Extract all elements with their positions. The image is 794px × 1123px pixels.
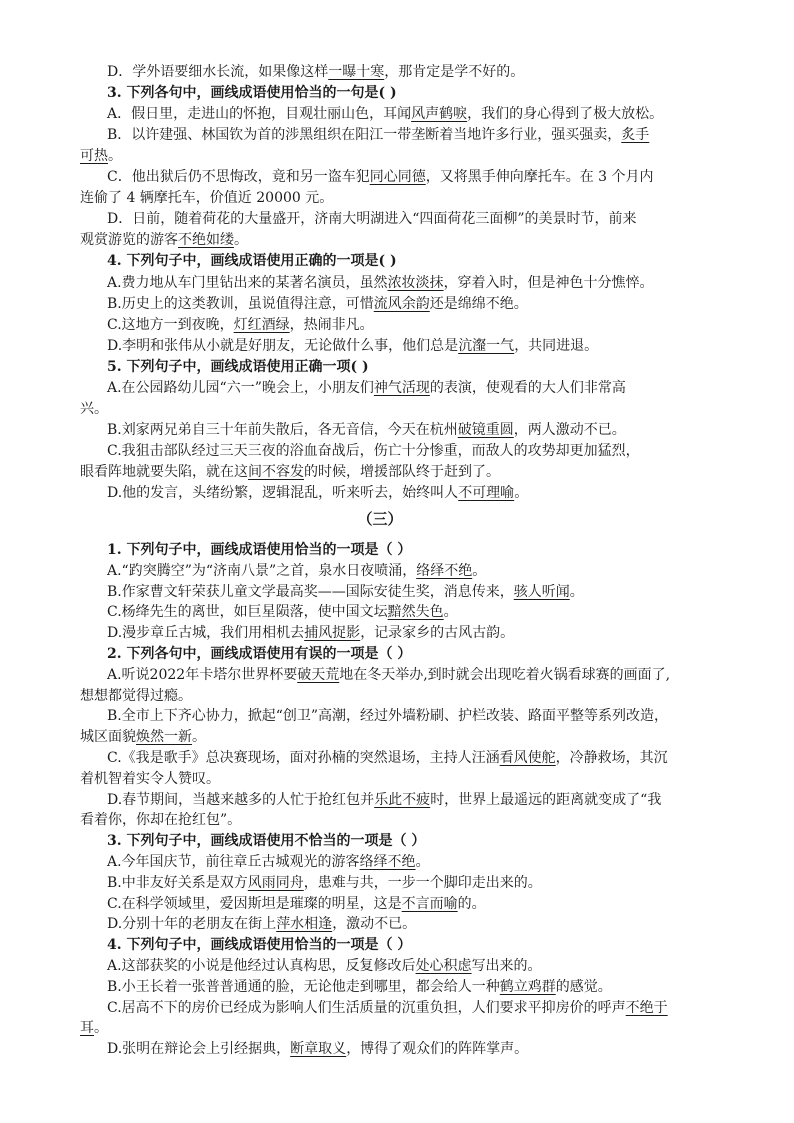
underlined-idiom: 风声鹤唳: [411, 106, 468, 123]
line-text: 5. 下列句子中，画线成语使用正确一项( ): [107, 358, 369, 375]
line-text: 。: [415, 854, 430, 870]
line-text: 4. 下列句子中，画线成语使用正确的一项是( ): [107, 253, 397, 270]
line-text: ，那肯定是学不好的。: [384, 64, 525, 80]
underlined-idiom: 络绎不绝: [359, 854, 416, 870]
underlined-idiom: 神气活现: [373, 379, 430, 396]
option-line: [107, 623, 514, 643]
question-stem: [107, 251, 397, 271]
underlined-idiom: 可热: [80, 148, 108, 165]
line-text: 连偷了 4 辆摩托车，价值近 20000 元。: [80, 190, 334, 207]
line-text: B.刘家两兄弟自三十年前失散后，各无音信，今天在杭州: [107, 421, 458, 438]
line-text: D.分别十年的老朋友在街上: [107, 916, 277, 933]
line-text: 着机智着实令人赞叹。: [80, 770, 220, 787]
option-line: [107, 956, 542, 976]
option-continuation: [80, 769, 220, 789]
underlined-idiom: 处心积虑: [415, 958, 472, 974]
line-text: C.在科学领域里，爱因斯坦是璀璨的明星，这是: [107, 895, 402, 912]
option-line: [107, 706, 668, 726]
line-text: D.李明和张伟从小就是好朋友，无论做什么事，他们总是: [107, 337, 459, 354]
line-text: A.费力地从车门里钻出来的某著名演员，虽然: [107, 274, 388, 291]
question-stem: [107, 540, 411, 560]
line-text: 观赏游览的游客: [80, 232, 178, 249]
underlined-idiom: 间不容发: [248, 463, 304, 480]
underlined-idiom: 捕风捉影: [304, 625, 361, 642]
underlined-idiom: 不可理喻: [458, 485, 515, 501]
line-text: ，记录家乡的古风古韵。: [360, 625, 515, 642]
line-text: 2. 下列各句中，画线成语使用有误的一项是（ ）: [107, 646, 412, 662]
option-line: [107, 790, 661, 810]
line-text: A.“趵突腾空”为“济南八景”之首，泉水日夜喷涌，: [107, 562, 417, 579]
line-text: 3. 下列各句中，画线成语使用恰当的一句是( ): [107, 85, 397, 102]
line-text: ，我们的身心得到了极大放松。: [467, 106, 664, 123]
line-text: B．以许建强、林国钦为首的涉黑组织在阳江一带垄断着当地许多行业，强买强卖，: [107, 127, 622, 144]
option-line: [107, 873, 542, 893]
underlined-idiom: 不绝于: [625, 999, 668, 1016]
line-text: C.杨绛先生的离世，如巨星陨落，使中国文坛: [107, 604, 388, 621]
option-line: [107, 273, 654, 293]
line-text: A.今年国庆节，前往章丘古城观光的游客: [107, 854, 360, 870]
line-text: ，两人激动不已。: [513, 421, 626, 438]
option-line: [107, 294, 528, 314]
underlined-idiom: 风雨同舟: [247, 874, 304, 891]
line-text: 。: [569, 583, 584, 600]
underlined-idiom: 断章取义: [290, 1041, 347, 1058]
underlined-idiom: 乐此不疲: [374, 791, 431, 808]
underlined-idiom: 萍水相逢: [276, 916, 333, 933]
option-line: [107, 483, 528, 503]
line-text: D．日前，随着荷花的大量盛开，济南大明湖进入“四面荷花三面柳”的美景时节，前来: [107, 211, 637, 228]
line-text: 。: [108, 148, 122, 165]
line-text: 还是绵绵不绝。: [429, 295, 528, 312]
line-text: B.历史上的这类教训，虽说值得注意，可惜: [107, 295, 374, 312]
line-text: C.这地方一到夜晚，: [107, 316, 234, 333]
line-text: B.中非友好关系是双方: [107, 874, 248, 891]
underlined-idiom: 浓妆淡抹: [387, 274, 444, 291]
option-line: [107, 62, 524, 82]
line-text: C.我狙击部队经过三天三夜的浴血奋战后，伤亡十分惨重，而敌人的攻势却更加猛烈，: [107, 442, 640, 459]
underlined-idiom: 炙手: [621, 127, 650, 144]
line-text: ，患难与共，一步一个脚印走出来的。: [303, 874, 542, 891]
line-text: 1. 下列句子中，画线成语使用恰当的一项是（ ）: [107, 542, 412, 558]
option-continuation: [80, 399, 108, 419]
line-text: ，热闹非凡。: [289, 316, 374, 333]
line-text: ，冷静救场，其沉: [555, 750, 668, 766]
question-stem: [107, 357, 369, 377]
line-text: 。: [192, 729, 206, 746]
line-text: C．他出狱后仍不思悔改，竟和另一盗车犯: [107, 169, 370, 186]
line-text: A.这部获奖的小说是他经过认真构思，反复修改后: [107, 958, 416, 974]
option-continuation: [80, 727, 206, 747]
line-text: 。: [94, 1020, 108, 1037]
underlined-idiom: 不绝如缕: [178, 232, 234, 249]
option-line: [107, 582, 584, 602]
underlined-idiom: 不言而喻: [401, 895, 458, 912]
line-text: A.在公园路幼儿园“六一”晚会上，小朋友们: [107, 379, 374, 396]
line-text: 。: [514, 485, 529, 501]
line-text: 。: [234, 232, 248, 249]
option-line: [107, 441, 640, 461]
option-line: [107, 665, 670, 685]
option-line: [107, 602, 458, 622]
underlined-idiom: 破天荒: [297, 666, 340, 683]
line-text: D.他的发言，头绪纷繁，逻辑混乱，听来听去，始终叫人: [107, 485, 459, 501]
underlined-idiom: 鹤立鸡群: [499, 978, 556, 995]
line-text: 看着你，你却在抢红包”。: [80, 812, 242, 829]
option-line: [107, 977, 612, 997]
underlined-idiom: 灯红酒绿: [233, 316, 290, 333]
line-text: ，穿着入时，但是神色十分憔悴。: [443, 274, 654, 291]
line-text: A．假日里，走进山的怀抱，目观壮丽山色，耳闻: [107, 106, 412, 123]
option-line: [107, 852, 430, 872]
underlined-idiom: 一曝十寒: [328, 64, 385, 80]
underlined-idiom: 流风余韵: [373, 295, 430, 312]
underlined-idiom: 焕然一新: [136, 729, 192, 746]
line-text: 的表演，使观看的大人们非常高: [429, 379, 626, 396]
line-text: 。: [443, 604, 458, 621]
line-text: B.作家曹文轩荣获儿童文学最高奖——国际安徒生奖，消息传来，: [107, 583, 514, 600]
option-line: [107, 104, 663, 124]
option-line: [107, 998, 668, 1018]
option-line: [107, 378, 626, 398]
option-continuation: [80, 462, 500, 482]
line-text: 4. 下列句子中，画线成语使用恰当的一项是（ ）: [107, 937, 412, 954]
option-line: [107, 336, 598, 356]
option-line: [107, 748, 668, 768]
option-line: [107, 1039, 528, 1059]
underlined-idiom: 络绎不绝: [416, 562, 473, 579]
section-title: （三）: [357, 510, 403, 528]
underlined-idiom: 看风使舵: [499, 750, 556, 766]
question-stem: [107, 644, 411, 664]
line-text: 兴。: [80, 400, 108, 417]
option-continuation: [80, 188, 333, 208]
underlined-idiom: 破镜重圆: [457, 421, 514, 438]
option-continuation: [80, 686, 192, 706]
line-text: C.居高不下的房价已经成为影响人们生活质量的沉重负担，人们要求平抑房价的呼声: [107, 999, 626, 1016]
line-text: 城区面貌: [80, 729, 136, 746]
line-text: ，激动不已。: [332, 916, 417, 933]
line-text: 的感觉。: [555, 978, 612, 995]
line-text: C.《我是歌手》总决赛现场，面对孙楠的突然退场，主持人汪涵: [107, 750, 500, 766]
underlined-idiom: 同心同德: [369, 169, 426, 186]
line-text: D．学外语要细水长流，如果像这样: [107, 64, 329, 80]
option-continuation: [80, 1018, 108, 1038]
option-continuation: [80, 146, 122, 166]
line-text: ，共同进退。: [514, 337, 599, 354]
option-line: [107, 125, 649, 145]
underlined-idiom: 黯然失色: [387, 604, 444, 621]
line-text: A.听说2022年卡塔尔世界杯要: [107, 666, 298, 683]
option-line: [107, 209, 637, 229]
underlined-idiom: 耳: [80, 1020, 94, 1037]
line-text: 想想都觉得过瘾。: [80, 687, 192, 704]
line-text: D.张明在辩论会上引经据典，: [107, 1041, 291, 1058]
line-text: 地在冬天举办,到时就会出现吃着火锅看球赛的画面了,: [339, 666, 671, 683]
line-text: 写出来的。: [471, 958, 542, 974]
option-line: [107, 315, 374, 335]
underlined-idiom: 骇人听闻: [513, 583, 570, 600]
question-stem: [107, 935, 411, 955]
option-line: [107, 914, 416, 934]
option-line: [107, 420, 626, 440]
line-text: 眼看阵地就要失陷，就在这: [80, 463, 248, 480]
line-text: B.全市上下齐心协力，掀起“创卫”高潮，经过外墙粉刷、护栏改装、路面平整等系列改造，: [107, 708, 669, 725]
option-continuation: [80, 810, 241, 830]
line-text: 的。: [457, 895, 486, 912]
line-text: ，博得了观众们的阵阵掌声。: [346, 1041, 529, 1058]
line-text: 时，世界上最遥远的距离就变成了“我: [430, 791, 662, 808]
line-text: 。: [472, 562, 487, 579]
option-line: [107, 894, 486, 914]
line-text: ，又将黑手伸向摩托车。在 3 个月内: [425, 169, 654, 186]
line-text: B.小王长着一张普普通通的脸，无论他走到哪里，都会给人一种: [107, 978, 500, 995]
line-text: 3. 下列句子中，画线成语使用不恰当的一项是（ ）: [107, 833, 426, 850]
option-continuation: [80, 230, 248, 250]
line-text: D.漫步章丘古城，我们用相机去: [107, 625, 305, 642]
line-text: D.春节期间，当越来越多的人忙于抢红包并: [107, 791, 375, 808]
underlined-idiom: 沆瀣一气: [458, 337, 515, 354]
question-stem: [107, 83, 397, 103]
question-stem: [107, 831, 425, 851]
option-line: [107, 561, 486, 581]
option-line: [107, 167, 654, 187]
line-text: 的时候，增援部队终于赶到了。: [304, 463, 500, 480]
